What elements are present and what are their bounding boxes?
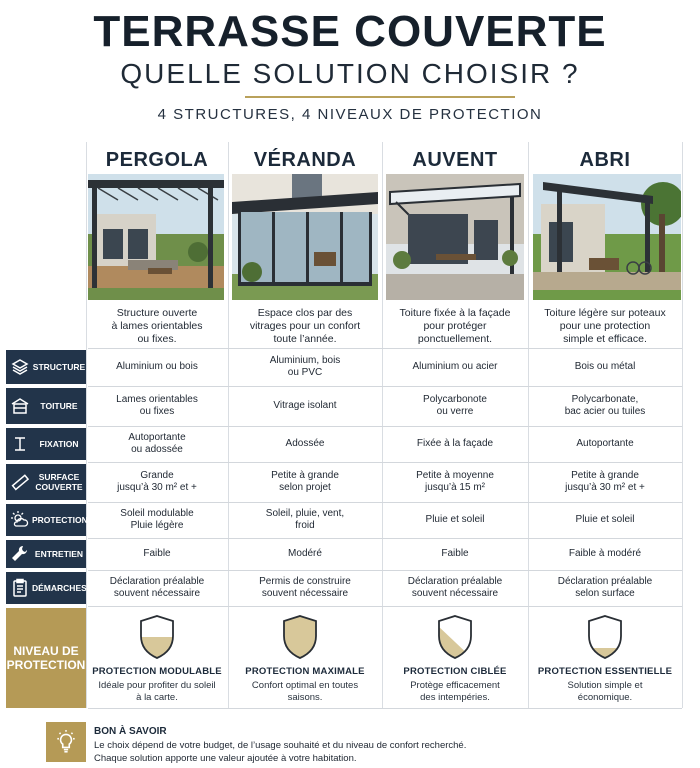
pergola-photo [88,174,224,300]
cell-entretien-abri: Faible à modéré [568,547,642,559]
protection-text-ciblee: Protège efficacement des intempéries. [410,680,500,703]
shield-modulable-icon [138,614,176,660]
cell-demarches-pergola: Déclaration préalable souvent nécessaire [109,575,205,599]
cell-fixation-auvent: Fixée à la façade [416,437,494,449]
page-subtitle: 4 STRUCTURES, 4 NIVEAUX DE PROTECTION [157,106,543,123]
column-separator [228,142,229,708]
cell-fixation-veranda: Adossée [285,437,325,449]
veranda-photo [232,174,378,300]
row-divider [88,606,682,607]
page-question: QUELLE SOLUTION CHOISIR ? [120,58,580,89]
cell-protection-pergola: Soleil modulable Pluie légère [120,507,194,531]
column-separator [528,142,529,708]
gold-divider [245,96,515,98]
clipboard-icon [10,578,30,598]
column-separator [382,142,383,708]
cell-surface-pergola: Grande jusqu’à 30 m² et + [117,469,197,493]
abri-description: Toiture légère sur poteaux pour une protection simple et efficace. [544,306,666,345]
cell-structure-auvent: Aluminium ou acier [412,360,498,372]
protection-text-essentielle: Solution simple et économique. [567,680,643,703]
cell-protection-abri: Pluie et soleil [575,513,635,525]
cell-toiture-abri: Polycarbonate, bac acier ou tuiles [564,393,646,417]
shield-maximale-icon [281,614,319,660]
tip-text-line-1: Le choix dépend de votre budget, de l’usage souhaité et du niveau de confort recherché. [94,740,467,751]
row-label-surface: SURFACE COUVERTE [6,464,86,500]
column-header-auvent: AUVENT [412,149,498,171]
row-divider [88,538,682,539]
anchor-post-icon [10,434,30,454]
protection-level-label: NIVEAU DE PROTECTION [6,608,86,708]
cell-demarches-veranda: Permis de construire souvent nécessaire [259,575,351,599]
tip-icon-box [46,722,86,762]
row-label-structure: STRUCTURE [6,350,86,384]
cell-demarches-auvent: Déclaration préalable souvent nécessaire [407,575,503,599]
veranda-description: Espace clos par des vitrages pour un confort toute l’année. [249,306,361,345]
protection-title-maximale: PROTECTION MAXIMALE [245,666,365,677]
row-divider [88,708,682,709]
cell-toiture-auvent: Polycarbonote ou verre [423,393,487,417]
row-divider [88,462,682,463]
column-header-pergola: PERGOLA [105,149,209,171]
row-divider [88,348,682,349]
cell-surface-veranda: Petite à grande selon projet [271,469,339,493]
cell-protection-auvent: Pluie et soleil [425,513,485,525]
column-separator [682,142,683,708]
row-divider [88,386,682,387]
cell-fixation-pergola: Autoportante ou adossée [128,431,186,455]
protection-text-modulable: Idéale pour profiter du soleil à la carte. [98,680,216,703]
tip-title: BON À SAVOIR [94,726,167,737]
cell-entretien-pergola: Faible [143,547,171,559]
auvent-photo [386,174,524,300]
protection-text-maximale: Confort optimal en toutes saisons. [251,680,359,703]
row-label-entretien: ENTRETIEN [6,540,86,568]
cell-structure-pergola: Aluminium ou bois [116,360,198,372]
auvent-description: Toiture fixée à la façade pour protéger ponctuellement. [399,306,511,345]
cell-toiture-pergola: Lames orientables ou fixes [116,393,198,417]
cell-entretien-veranda: Modéré [288,547,322,559]
cell-demarches-abri: Déclaration préalable selon surface [557,575,653,599]
row-label-fixation: FIXATION [6,428,86,460]
cell-surface-auvent: Petite à moyenne jusqu’à 15 m² [416,469,494,493]
column-header-abri: ABRI [579,149,631,171]
column-separator [86,142,87,708]
roof-icon [10,396,30,416]
wrench-icon [10,544,30,564]
cell-fixation-abri: Autoportante [576,437,634,449]
pergola-description: Structure ouverte à lames orientables ou fixes. [111,306,203,345]
ruler-icon [10,472,30,492]
row-label-demarches: DÉMARCHES [6,572,86,604]
cell-protection-veranda: Soleil, pluie, vent, froid [265,507,345,531]
tip-text-line-2: Chaque solution apporte une valeur ajoutée à votre habitation. [94,753,357,764]
cell-entretien-auvent: Faible [441,547,469,559]
abri-photo [533,174,681,300]
protection-title-modulable: PROTECTION MODULABLE [92,666,222,677]
cell-structure-veranda: Aluminium, bois ou PVC [269,354,341,378]
cell-structure-abri: Bois ou métal [574,360,636,372]
row-divider [88,502,682,503]
cell-toiture-veranda: Vitrage isolant [273,399,337,411]
shield-ciblee-icon [436,614,474,660]
lightbulb-icon [53,729,79,755]
row-divider [88,426,682,427]
protection-title-ciblee: PROTECTION CIBLÉE [403,666,507,677]
protection-title-essentielle: PROTECTION ESSENTIELLE [537,666,673,677]
shield-essentielle-icon [586,614,624,660]
page-title: TERRASSE COUVERTE [93,7,607,56]
sun-cloud-icon [10,510,30,530]
column-header-veranda: VÉRANDA [253,149,357,171]
cell-surface-abri: Petite à grande jusqu’à 30 m² et + [565,469,645,493]
row-divider [88,570,682,571]
row-label-toiture: TOITURE [6,388,86,424]
layers-icon [10,357,30,377]
row-label-protection: PROTECTION [6,504,86,536]
